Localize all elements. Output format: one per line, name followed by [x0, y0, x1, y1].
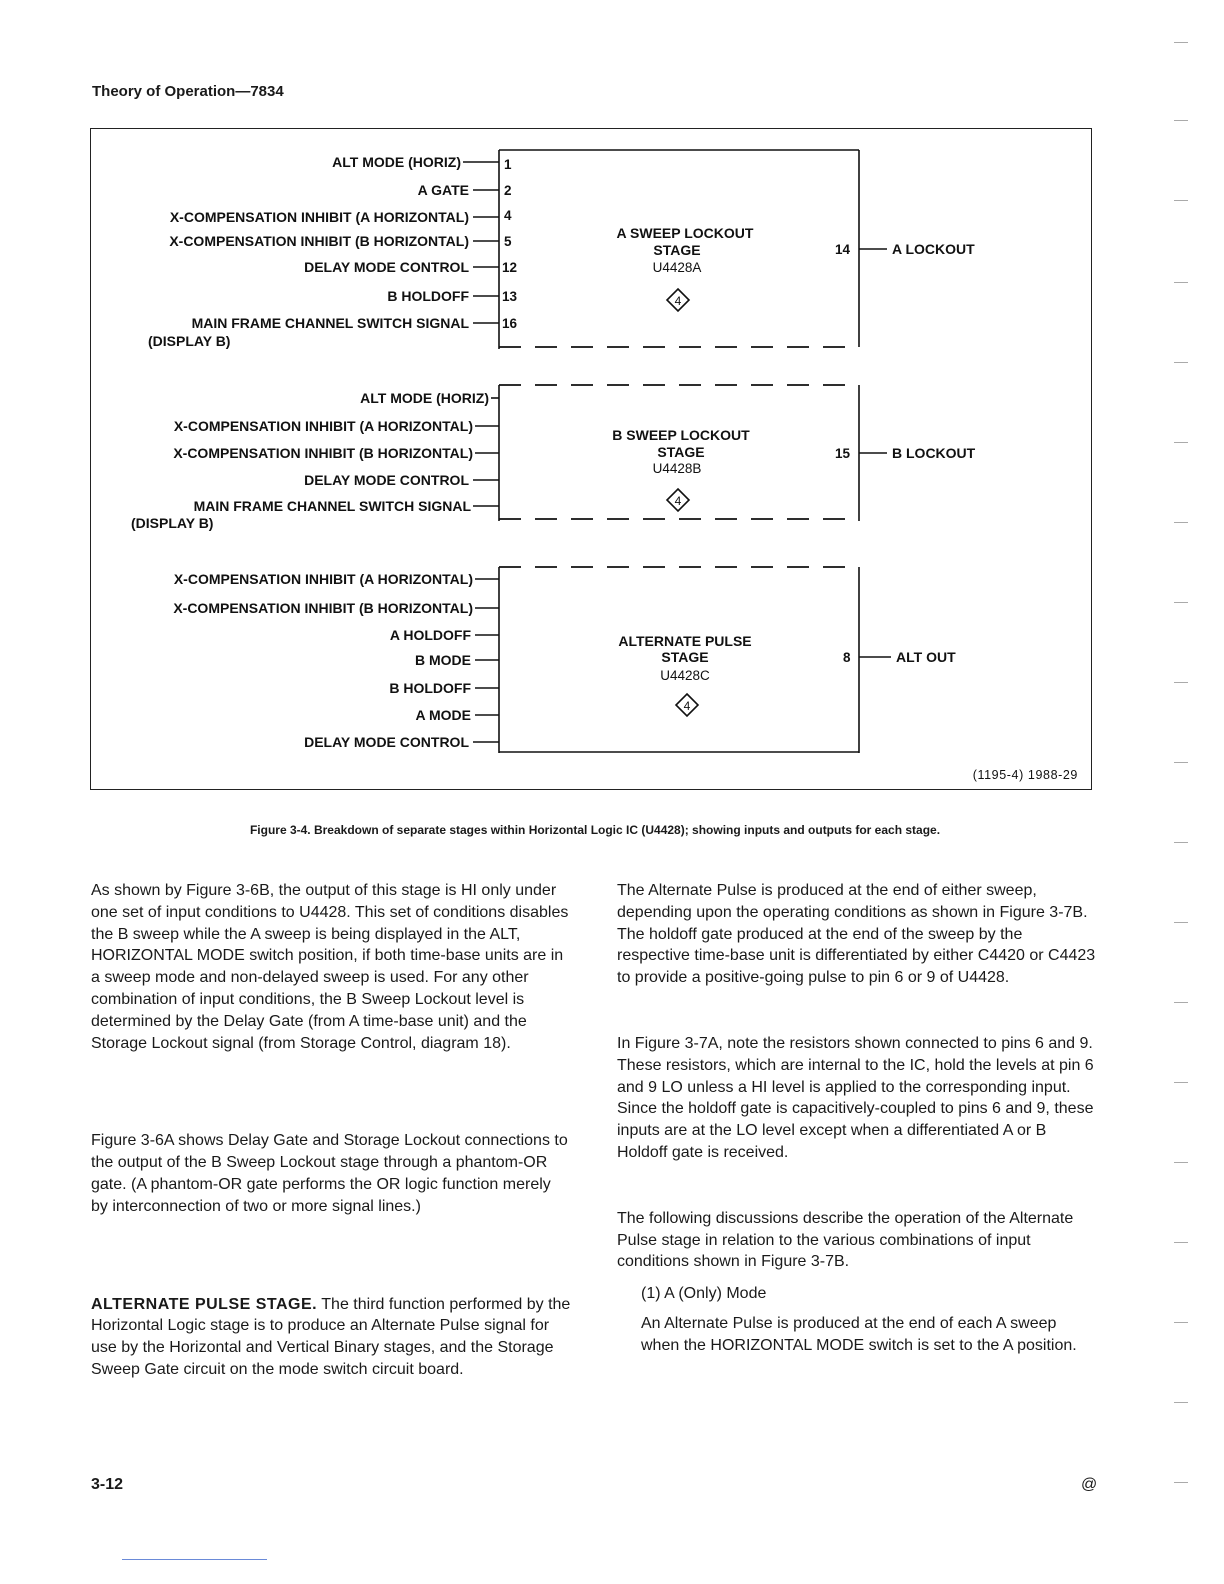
block-c-input-b-mode: B MODE: [415, 652, 471, 668]
right-paragraph-3: The following discussions describe the operation of the Alternate Pulse stage in relation to the various combinations of input conditions shown in Figure 3-7B.: [617, 1209, 1074, 1271]
block-a-input-xcomp-a: X-COMPENSATION INHIBIT (A HORIZONTAL): [169, 209, 469, 225]
footer-symbol: @: [1081, 1476, 1098, 1493]
margin-mark: [1174, 1402, 1188, 1403]
block-b-title-line3: U4428B: [652, 461, 702, 476]
block-b-input-delay-mode: DELAY MODE CONTROL: [304, 472, 469, 488]
block-a-input-b-holdoff: B HOLDOFF: [387, 288, 469, 304]
page-number: 3-12: [91, 1476, 124, 1493]
block-a-pin: 16: [502, 316, 518, 331]
margin-mark: [1174, 522, 1188, 523]
block-c-input-delay-mode: DELAY MODE CONTROL: [304, 734, 469, 750]
block-a-pin: 12: [502, 260, 518, 275]
block-b-input-main-frame: MAIN FRAME CHANNEL SWITCH SIGNAL: [193, 498, 471, 514]
block-a-input-main-frame: MAIN FRAME CHANNEL SWITCH SIGNAL: [191, 315, 469, 331]
margin-mark: [1174, 842, 1188, 843]
margin-mark: [1174, 1162, 1188, 1163]
block-c-input-a-mode: A MODE: [415, 707, 471, 723]
section-heading: ALTERNATE PULSE STAGE.: [91, 1295, 318, 1313]
scan-mark-line: [122, 1559, 267, 1560]
block-c-title-line3: U4428C: [660, 668, 710, 683]
margin-mark: [1174, 762, 1188, 763]
block-a-pin: 1: [504, 157, 512, 172]
block-a-input-a-gate: A GATE: [417, 182, 469, 198]
margin-mark: [1174, 922, 1188, 923]
left-column: [91, 880, 571, 1381]
block-a-diagram-ref: 4: [674, 294, 682, 308]
block-c-input-b-holdoff: B HOLDOFF: [389, 680, 471, 696]
margin-mark: [1174, 200, 1188, 201]
block-b-output-label: B LOCKOUT: [892, 445, 976, 461]
margin-mark: [1174, 682, 1188, 683]
left-paragraph-3-text: The third function performed by the Horizontal Logic stage is to produce an Alternate Pulse signal for use by the Horizontal and Vertical Binary stages, and the Storage Sweep Gate circuit on the mode switch circuit board.: [91, 1295, 571, 1378]
block-a-input-xcomp-b: X-COMPENSATION INHIBIT (B HORIZONTAL): [169, 233, 469, 249]
block-a-input-subtext: (DISPLAY B): [148, 333, 231, 349]
margin-mark: [1174, 602, 1188, 603]
margin-mark: [1174, 120, 1188, 121]
block-a-pin: 4: [504, 208, 512, 223]
list-item-text: An Alternate Pulse is produced at the end of each A sweep when the HORIZONTAL MODE switch is set to the A position.: [641, 1314, 1077, 1354]
block-c-input-xcomp-a: X-COMPENSATION INHIBIT (A HORIZONTAL): [173, 571, 473, 587]
right-paragraph-1: The Alternate Pulse is produced at the end of either sweep, depending upon the operating conditions as shown in Figure 3-7B. The holdoff gate produced at the end of the sweep by the respective time-base unit is differentiated by either C4420 or C4423 to provide a positive-going pulse to pin 6 or 9 of U4428.: [617, 882, 1096, 987]
block-b-diagram-ref: 4: [674, 494, 682, 508]
block-c-diagram-ref: 4: [683, 699, 691, 713]
figure-serial: (1195-4) 1988-29: [972, 768, 1078, 782]
page-header-title: Theory of Operation—7834: [92, 83, 284, 100]
block-a-title-line2: STAGE: [653, 242, 701, 258]
block-a-sweep-lockout: [148, 150, 975, 349]
block-b-title-line1: B SWEEP LOCKOUT: [612, 427, 750, 443]
block-a-input-alt-mode: ALT MODE (HORIZ): [332, 154, 461, 170]
left-paragraph-1: As shown by Figure 3-6B, the output of this stage is HI only under one set of input conditions to U4428. This set of conditions disables the B sweep while the A sweep is being displayed in the ALT, HORIZONTAL MODE switch position, if both time-base units are in a sweep mode and non-delayed sweep is used. For any other combination of input conditions, the B Sweep Lockout level is determined by the Delay Gate (from A time-base unit) and the Storage Lockout signal (from Storage Control, diagram 18).: [91, 882, 569, 1052]
block-a-title-line3: U4428A: [652, 260, 702, 275]
right-paragraph-2: In Figure 3-7A, note the resistors shown connected to pins 6 and 9. These resistors, which are internal to the IC, hold the levels at pin 6 and 9 LO unless a HI level is applied to the corresponding input. Since the holdoff gate is capacitively-coupled to pins 6 and 9, these inputs are at the LO level except when a differentiated A or B Holdoff gate is received.: [617, 1034, 1094, 1161]
block-a-pin: 5: [504, 234, 512, 249]
margin-mark: [1174, 1002, 1188, 1003]
margin-mark: [1174, 282, 1188, 283]
block-c-input-a-holdoff: A HOLDOFF: [389, 627, 471, 643]
block-c-output-pin: 8: [843, 650, 851, 665]
block-c-alternate-pulse: [173, 567, 956, 753]
margin-mark: [1174, 1322, 1188, 1323]
block-a-pin: 2: [504, 183, 512, 198]
block-b-input-subtext: (DISPLAY B): [131, 515, 214, 531]
block-a-output-pin: 14: [835, 242, 851, 257]
block-b-input-alt-mode: ALT MODE (HORIZ): [360, 390, 489, 406]
left-paragraph-2: Figure 3-6A shows Delay Gate and Storage Lockout connections to the output of the B Sweep Lockout stage through a phantom-OR gate. (A phantom-OR gate performs the OR logic function merely by interconnection of two or more signal lines.): [91, 1132, 568, 1215]
margin-mark: [1174, 1242, 1188, 1243]
block-a-output-label: A LOCKOUT: [892, 241, 975, 257]
block-a-title-line1: A SWEEP LOCKOUT: [616, 225, 754, 241]
figure-caption: Figure 3-4. Breakdown of separate stages within Horizontal Logic IC (U4428); showing inputs and outputs for each stage.: [249, 823, 941, 837]
block-b-sweep-lockout: [131, 385, 976, 531]
left-paragraph-3: [91, 1294, 571, 1381]
block-b-output-pin: 15: [835, 446, 851, 461]
figure-3-4: [90, 128, 1092, 790]
block-a-pin: 13: [502, 289, 518, 304]
margin-mark: [1174, 362, 1188, 363]
block-b-input-xcomp-b: X-COMPENSATION INHIBIT (B HORIZONTAL): [173, 445, 473, 461]
margin-mark: [1174, 442, 1188, 443]
list-item-heading: (1) A (Only) Mode: [641, 1285, 767, 1303]
block-c-title-line2: STAGE: [661, 649, 709, 665]
margin-mark: [1174, 42, 1188, 43]
block-c-input-xcomp-b: X-COMPENSATION INHIBIT (B HORIZONTAL): [173, 600, 473, 616]
block-c-title-line1: ALTERNATE PULSE: [618, 633, 752, 649]
margin-mark: [1174, 1082, 1188, 1083]
block-b-input-xcomp-a: X-COMPENSATION INHIBIT (A HORIZONTAL): [173, 418, 473, 434]
margin-mark: [1174, 1482, 1188, 1483]
right-column: [617, 880, 1097, 1357]
block-b-title-line2: STAGE: [657, 444, 705, 460]
block-a-input-delay-mode: DELAY MODE CONTROL: [304, 259, 469, 275]
block-c-output-label: ALT OUT: [896, 649, 956, 665]
logic-diagram: [91, 129, 1091, 789]
